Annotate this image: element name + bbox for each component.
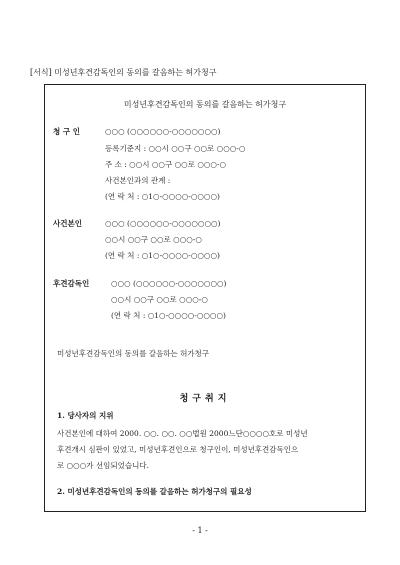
subject-block [53, 219, 220, 229]
item2-heading: 2. 미성년후견감독인의 동의를 갈음하는 허가청구의 필요성 [57, 487, 252, 496]
document-frame [44, 84, 366, 512]
claimant-reg-base: 등록기준지 : ○○시 ○○구 ○○로 ○○○-○ [105, 144, 246, 153]
claimant-address: 주 소 : ○○시 ○○구 ○○로 ○○○-○ [105, 160, 227, 169]
document-title: 미성년후견감독인의 동의를 갈음하는 허가청구 [123, 100, 287, 109]
supervisor-block [53, 279, 226, 289]
page-number: - 1 - [192, 526, 208, 535]
item1-heading: 1. 당사자의 지위 [57, 411, 114, 420]
supervisor-contact: (연 락 처 : ○1○-○○○○-○○○○) [111, 311, 226, 320]
item1-body-line3: 로 ○○○가 선임되었습니다. [57, 461, 149, 470]
claimant-relation: 사건본인과의 관계 : [105, 176, 171, 185]
claimant-label: 청 구 인 [53, 127, 80, 136]
subject-label: 사건본인 [53, 219, 82, 228]
subject-address: ○○시 ○○구 ○○로 ○○○-○ [105, 235, 202, 244]
subject-contact: (연 락 처 : ○1○-○○○○-○○○○) [105, 251, 220, 260]
supervisor-name: ○○○ (○○○○○○-○○○○○○○) [111, 279, 227, 288]
claimant-block [53, 127, 220, 137]
supervisor-label: 후견감독인 [53, 279, 90, 288]
subject-name: ○○○ (○○○○○○-○○○○○○○) [105, 219, 221, 228]
item1-body-line2: 후견개시 심판이 있었고, 미성년후견인으로 청구인이, 미성년후견감독인으 [57, 445, 299, 454]
claimant-name: ○○○ (○○○○○○-○○○○○○○) [105, 127, 221, 136]
supervisor-address: ○○시 ○○구 ○○로 ○○○-○ [111, 295, 208, 304]
case-name: 미성년후견감독인의 동의를 갈음하는 허가청구 [57, 349, 210, 358]
form-header: [서식] 미성년후견감독인의 동의를 갈음하는 허가청구 [30, 68, 217, 77]
item1-body-line1: 사건본인에 대하여 2000. ○○. ○○. ○○법원 2000느단○○○○호로 미성년 [57, 429, 308, 438]
section-title-claim: 청구취지 [179, 394, 231, 404]
claimant-contact: (연 락 처 : ○1○-○○○○-○○○○) [105, 192, 220, 201]
